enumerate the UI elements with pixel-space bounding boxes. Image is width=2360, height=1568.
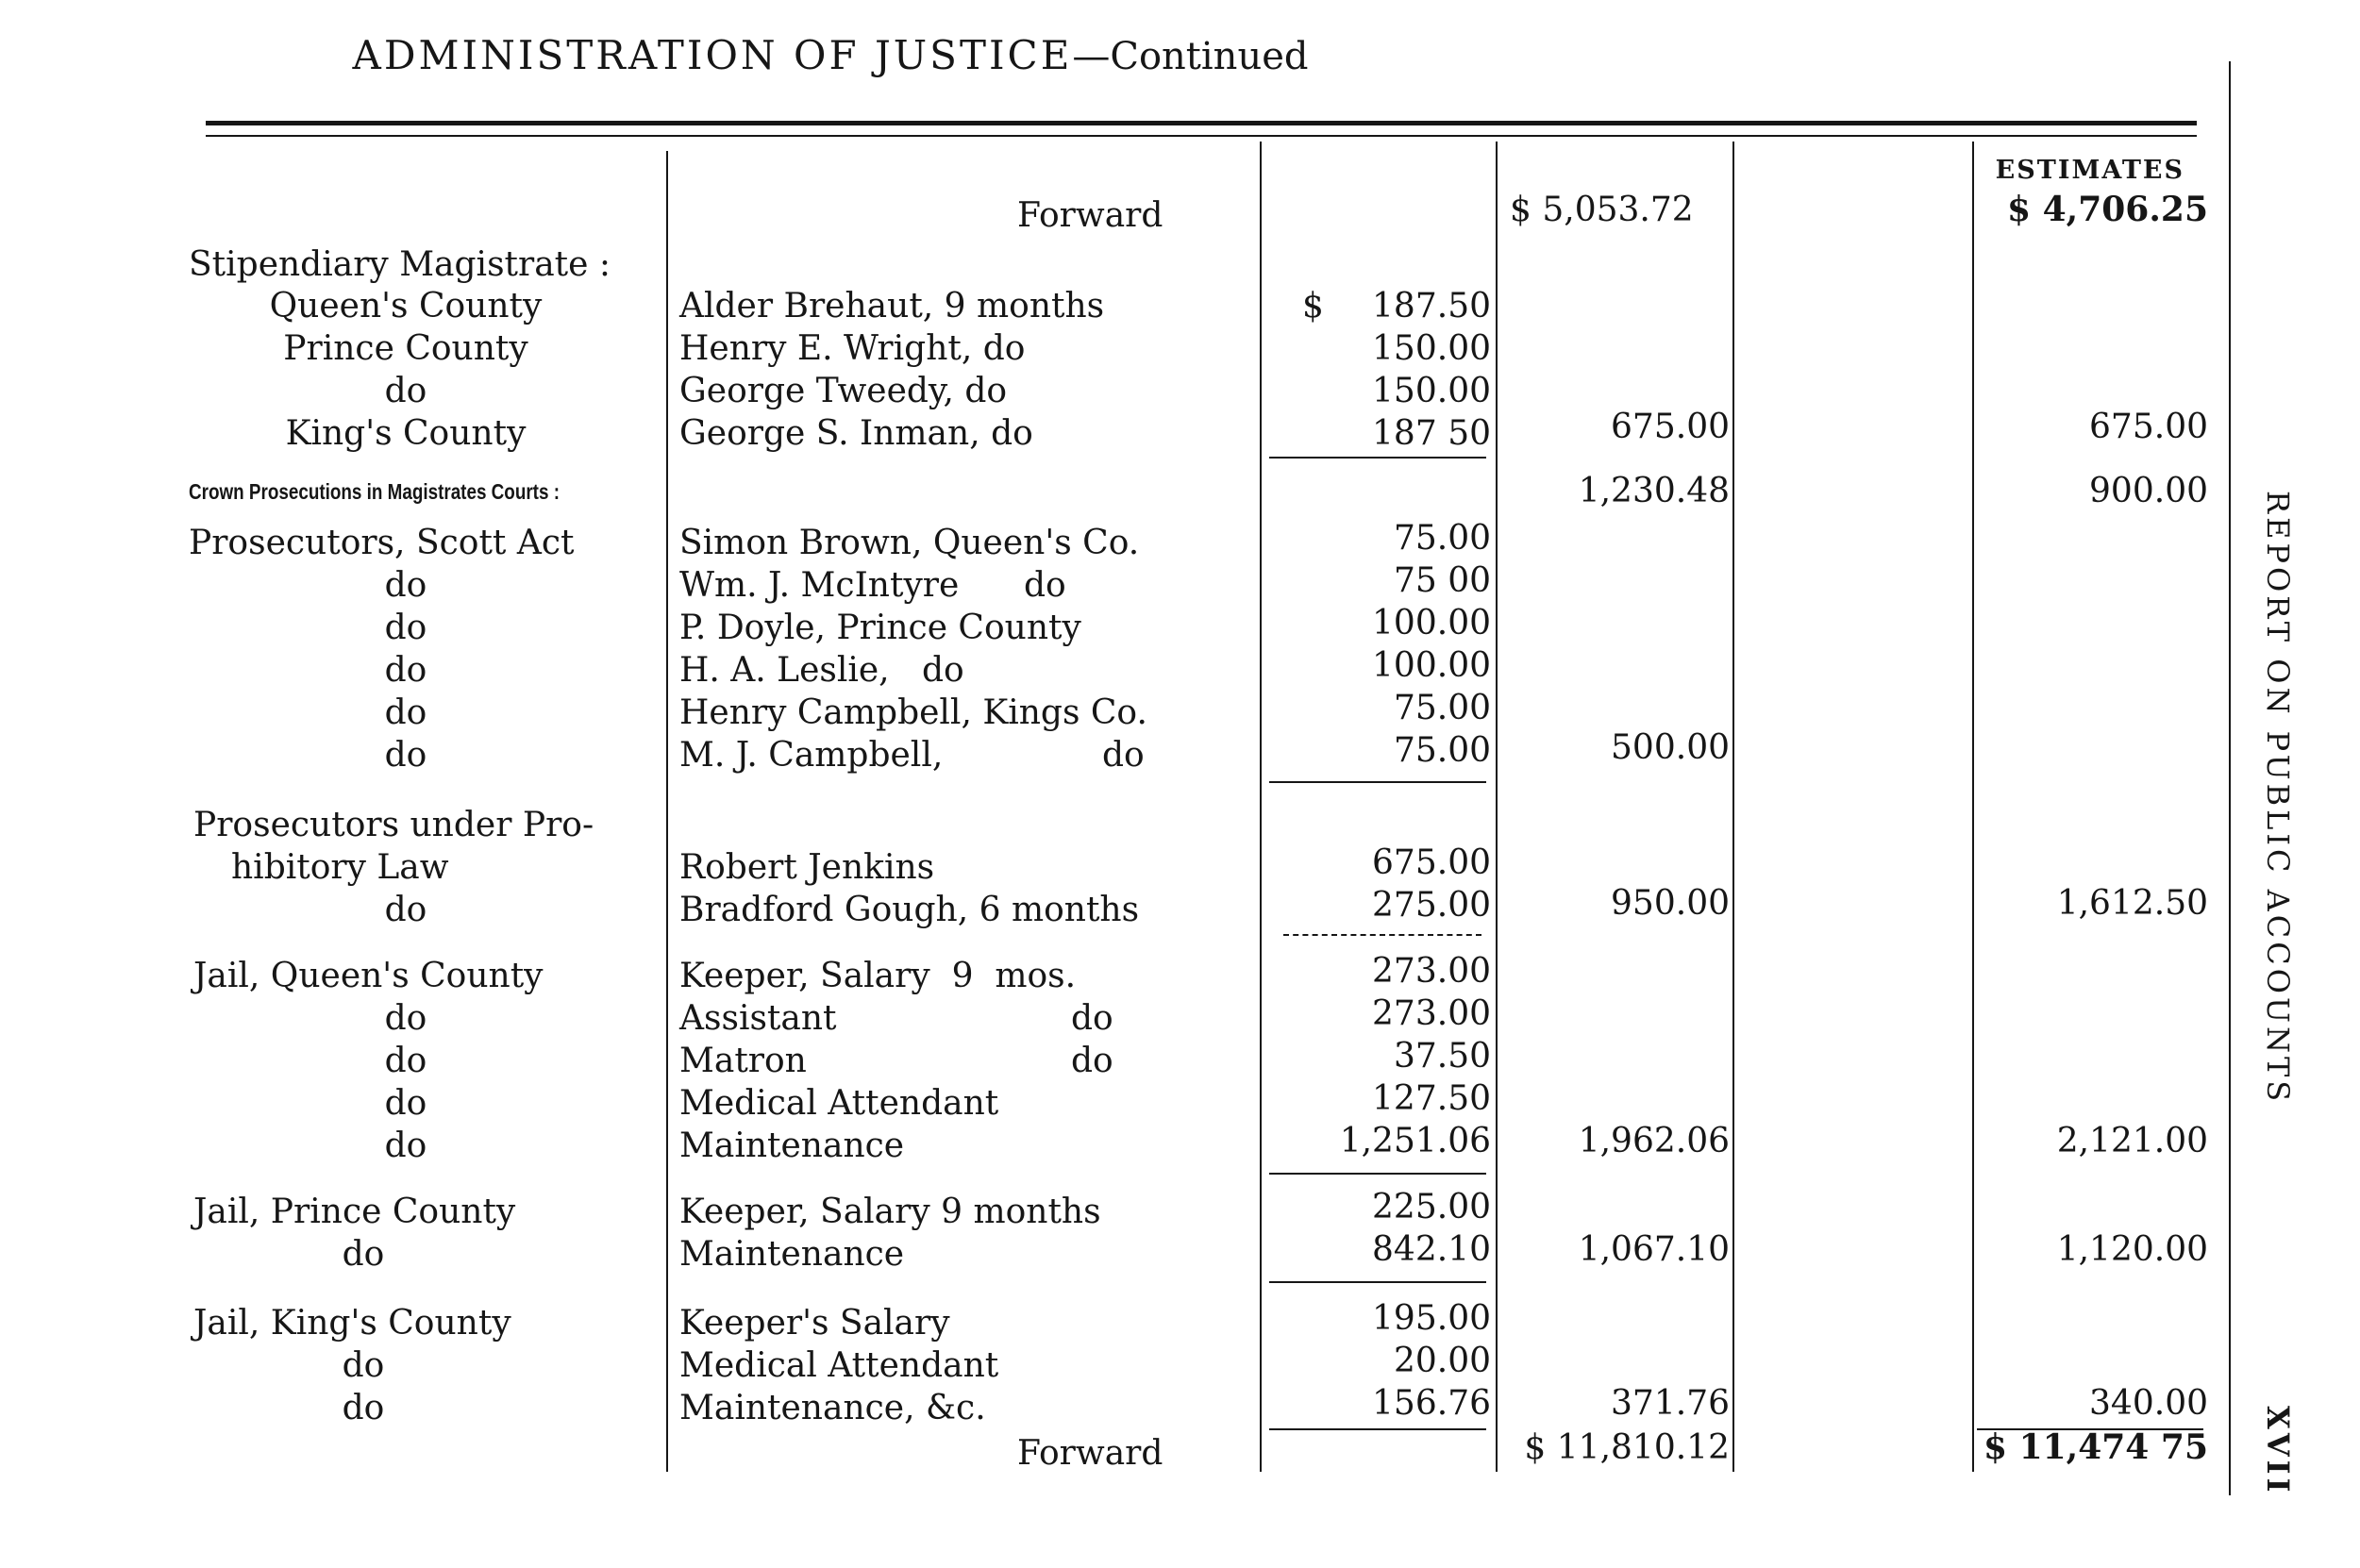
row-amount: 75 00: [1393, 561, 1491, 600]
row-description: P. Doyle, Prince County: [679, 609, 1081, 647]
column-divider-amount: [1496, 142, 1498, 1472]
section-heading-crown: Crown Prosecutions in Magistrates Courts :: [189, 479, 560, 504]
row-label: Prosecutors, Scott Act: [189, 524, 575, 562]
row-amount: 37.50: [1393, 1037, 1491, 1076]
row-amount: 275.00: [1372, 886, 1491, 925]
row-label: do: [384, 693, 427, 732]
row-description: Matron: [679, 1042, 807, 1080]
row-amount: 100.00: [1372, 604, 1491, 642]
row-description: Keeper, Salary 9 months: [679, 1193, 1101, 1231]
subtotal-rule: [1269, 1281, 1486, 1283]
row-label: do: [384, 566, 427, 605]
row-label: do: [384, 609, 427, 647]
column-divider-desc: [1260, 142, 1262, 1472]
subtotal-rule: [1269, 457, 1486, 459]
subtotal-rule: [1269, 1173, 1486, 1175]
row-description: Henry E. Wright, do: [679, 329, 1026, 368]
header-rule-top: [206, 121, 2197, 125]
row-amount: 150.00: [1372, 372, 1491, 410]
row-amount: 75.00: [1393, 689, 1491, 727]
row-description: H. A. Leslie, do: [679, 651, 964, 690]
row-amount: 150.00: [1372, 329, 1491, 368]
row-amount: 675.00: [1372, 843, 1491, 882]
row-ditto: do: [1102, 736, 1145, 775]
row-description: Maintenance, &c.: [679, 1389, 986, 1427]
subtotal-rule: [1269, 781, 1486, 783]
row-description: Bradford Gough, 6 months: [679, 891, 1140, 929]
forward-estimate-bottom: $ 11,474 75: [1983, 1427, 2208, 1467]
page-title: [0, 32, 1661, 78]
row-label: Queen's County: [269, 287, 543, 325]
row-description: George S. Inman, do: [679, 414, 1033, 453]
row-description: Maintenance: [679, 1235, 905, 1274]
section-estimate: 675.00: [2089, 408, 2208, 446]
row-label: Jail, Prince County: [193, 1193, 516, 1231]
page-title-main: ADMINISTRATION OF JUSTICE: [352, 32, 1073, 78]
row-description: Medical Attendant: [679, 1346, 999, 1385]
section-estimate: 1,612.50: [2056, 884, 2208, 923]
row-label: do: [342, 1346, 385, 1385]
row-amount: 225.00: [1372, 1188, 1491, 1226]
footer-rule-amount: [1269, 1428, 1486, 1430]
column-divider-label: [666, 151, 668, 1472]
side-title: REPORT ON PUBLIC ACCOUNTS: [2260, 491, 2296, 1106]
amount-value: 187.50: [1372, 287, 1491, 325]
subtotal-rule-dashed: [1283, 934, 1481, 936]
row-label: do: [384, 372, 427, 410]
row-label: Jail, Queen's County: [193, 957, 544, 995]
row-amount: 127.50: [1372, 1079, 1491, 1118]
row-amount: 273.00: [1372, 994, 1491, 1033]
row-description: Alder Brehaut, 9 months: [679, 287, 1105, 325]
section-estimate: 2,121.00: [2056, 1122, 2208, 1160]
forward-label-bottom: Forward: [1017, 1434, 1163, 1473]
column-divider-blank: [1972, 142, 1974, 1472]
row-description: Robert Jenkins: [679, 848, 935, 887]
section-heading-stipendiary: Stipendiary Magistrate :: [189, 245, 611, 284]
row-label-line2: hibitory Law: [231, 848, 449, 887]
row-label: Prince County: [283, 329, 528, 368]
row-description: Maintenance: [679, 1126, 905, 1165]
row-label: do: [384, 1126, 427, 1165]
row-label: do: [384, 1042, 427, 1080]
row-description: Keeper, Salary 9 mos.: [679, 957, 1077, 995]
row-label-line1: Prosecutors under Pro-: [193, 806, 594, 844]
page-right-border: [2229, 61, 2231, 1495]
row-label: do: [342, 1389, 385, 1427]
section-total: 1,230.48: [1578, 472, 1730, 510]
forward-total-top: $ 5,053.72: [1510, 191, 1694, 229]
row-label: do: [342, 1235, 385, 1274]
row-description: Assistant: [679, 999, 837, 1038]
row-amount: 75.00: [1393, 731, 1491, 770]
row-amount: 273.00: [1372, 952, 1491, 991]
page-title-suffix: —Continued: [1072, 35, 1309, 78]
dollar-sign: $: [1302, 287, 1324, 325]
section-total: 950.00: [1611, 884, 1730, 923]
forward-total-bottom: $ 11,810.12: [1524, 1428, 1730, 1467]
row-amount: 187 50: [1372, 414, 1491, 453]
row-label: King's County: [285, 414, 527, 453]
page-numeral: XVII: [2260, 1406, 2296, 1496]
row-amount: 100.00: [1372, 646, 1491, 685]
row-amount: [1302, 285, 1491, 327]
row-ditto: do: [1071, 999, 1113, 1038]
section-total: 371.76: [1611, 1384, 1730, 1423]
forward-estimate-top: $ 4,706.25: [2007, 190, 2208, 229]
section-estimate: 1,120.00: [2056, 1230, 2208, 1269]
row-label: do: [384, 736, 427, 775]
section-total: 1,067.10: [1578, 1230, 1730, 1269]
row-description: M. J. Campbell,: [679, 736, 944, 775]
row-amount: 1,251.06: [1339, 1122, 1491, 1160]
row-amount: 842.10: [1372, 1230, 1491, 1269]
row-description: Wm. J. McIntyre do: [679, 566, 1066, 605]
estimates-heading: ESTIMATES: [1995, 156, 2184, 185]
row-amount: 156.76: [1372, 1384, 1491, 1423]
column-divider-total: [1732, 142, 1734, 1472]
row-label: do: [384, 891, 427, 929]
section-total: 1,962.06: [1578, 1122, 1730, 1160]
row-amount: 20.00: [1393, 1342, 1491, 1380]
row-amount: 75.00: [1393, 519, 1491, 558]
row-label: do: [384, 651, 427, 690]
row-description: George Tweedy, do: [679, 372, 1008, 410]
row-description: Medical Attendant: [679, 1084, 999, 1123]
row-ditto: do: [1071, 1042, 1113, 1080]
row-label: do: [384, 1084, 427, 1123]
row-description: Henry Campbell, Kings Co.: [679, 693, 1147, 732]
forward-label-top: Forward: [1017, 196, 1163, 235]
row-amount: 195.00: [1372, 1299, 1491, 1338]
row-description: Keeper's Salary: [679, 1304, 950, 1343]
row-description: Simon Brown, Queen's Co.: [679, 524, 1140, 562]
header-rule-bottom: [206, 135, 2197, 137]
section-total: 675.00: [1611, 408, 1730, 446]
section-estimate: 900.00: [2089, 472, 2208, 510]
section-total: 500.00: [1611, 728, 1730, 767]
row-label: Jail, King's County: [193, 1304, 511, 1343]
section-estimate: 340.00: [2089, 1384, 2208, 1423]
row-label: do: [384, 999, 427, 1038]
